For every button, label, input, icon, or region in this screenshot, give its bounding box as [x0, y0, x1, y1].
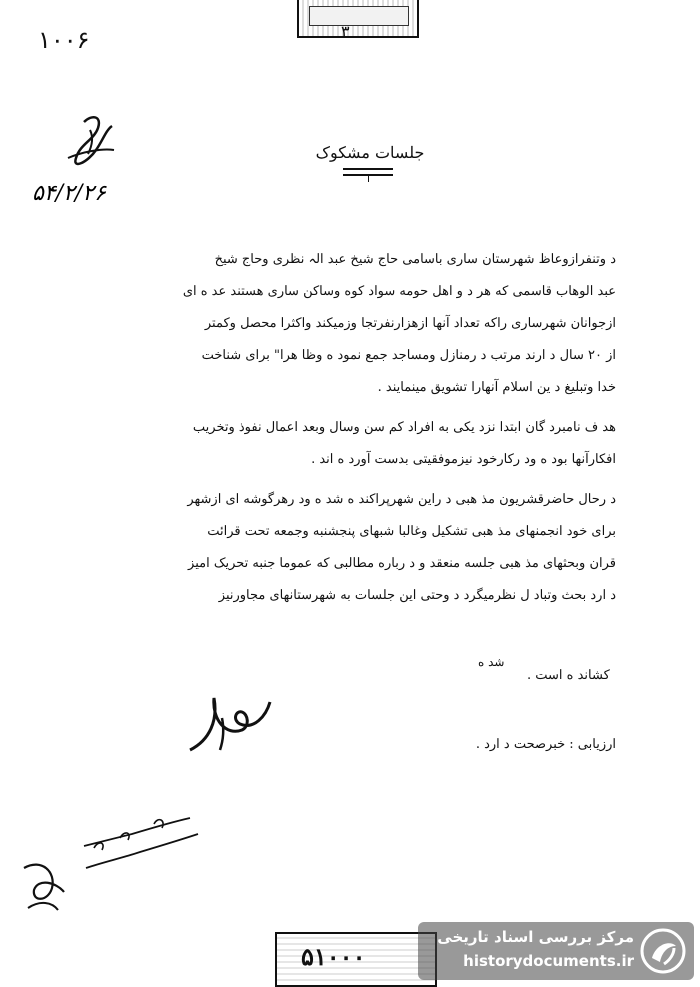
bottom-stamp-text: ۵۱۰۰۰	[301, 942, 366, 971]
handwritten-annotation-top	[32, 100, 142, 210]
bottom-stamp	[275, 932, 437, 987]
body-line: د رحال حاضرقشریون مذ هبی د راین شهرپراکند ه شد ه ود رهرگوشه ای ازشهر	[187, 492, 616, 507]
body-line: عبد الوهاب قاسمی که هر د و اهل حومه سواد کوه وساکن ساری هستند عد ه ای	[182, 284, 616, 299]
title-underline	[343, 168, 393, 180]
body-last-line: کشاند ه است .	[527, 668, 610, 683]
body-line: د وتنفرازوعاظ شهرستان ساری باسامی حاج شیخ عبد الہ نظری وحاج شیخ	[214, 252, 616, 267]
body-line: د ارد بحث وتباد ل نظرمیگرد د وحتی این جلسات به شهرستانهای مجاورنیز	[218, 588, 616, 603]
body-line: ازجوانان شهرساری راکه تعداد آنها ازهزارنفرتجا وزمیکند واکثرا محصل وکمتر	[204, 316, 616, 331]
top-stamp	[297, 0, 419, 41]
evaluation-line: ارزیابی : خبرصحت د ارد .	[475, 737, 616, 752]
handwritten-date: ۵۴/۲/۲۶	[32, 181, 106, 206]
top-stamp-box	[309, 6, 409, 26]
top-stamp-mark: ۳	[341, 22, 350, 41]
body-line: خدا وتبلیغ د ین اسلام آنهارا تشویق مینمایند .	[377, 380, 616, 395]
report-body	[92, 244, 616, 612]
watermark-url[interactable]: historydocuments.ir	[463, 952, 634, 970]
body-line: از ۲۰ سال د ارند مرتب د رمنازل ومساجد جمع نمود ه وظا هرا" برای شناخت	[201, 348, 616, 363]
body-line: افکارآنها بود ه ود رکارخود نیزموفقیتی بدست آورد ه اند .	[311, 452, 616, 467]
body-line: برای خود انجمنهای مذ هبی تشکیل وغالبا شبهای پنجشنبه وجمعه تحت قرائت	[207, 524, 616, 539]
archive-logo-icon	[640, 928, 686, 974]
interline-note: شد ه	[478, 655, 505, 669]
watermark-title: مرکز بررسی اسناد تاریخی	[437, 928, 634, 946]
page-title: جلسات مشکوک	[315, 143, 425, 162]
handwritten-annotation-bottom	[12, 798, 202, 918]
body-line: هد ف نامبرد گان ابتدا نزد یکی به افراد کم سن وسال وبعد اعمال نفوذ وتخریب	[192, 420, 616, 435]
archive-watermark	[418, 922, 694, 980]
document-number: ۱۰۰۶	[38, 26, 90, 54]
signature-middle	[170, 680, 280, 770]
body-line: قران وبحثهای مذ هبی جلسه منعقد و د رباره مطالبی که عموما جنبه تحریک امیز	[188, 556, 616, 571]
